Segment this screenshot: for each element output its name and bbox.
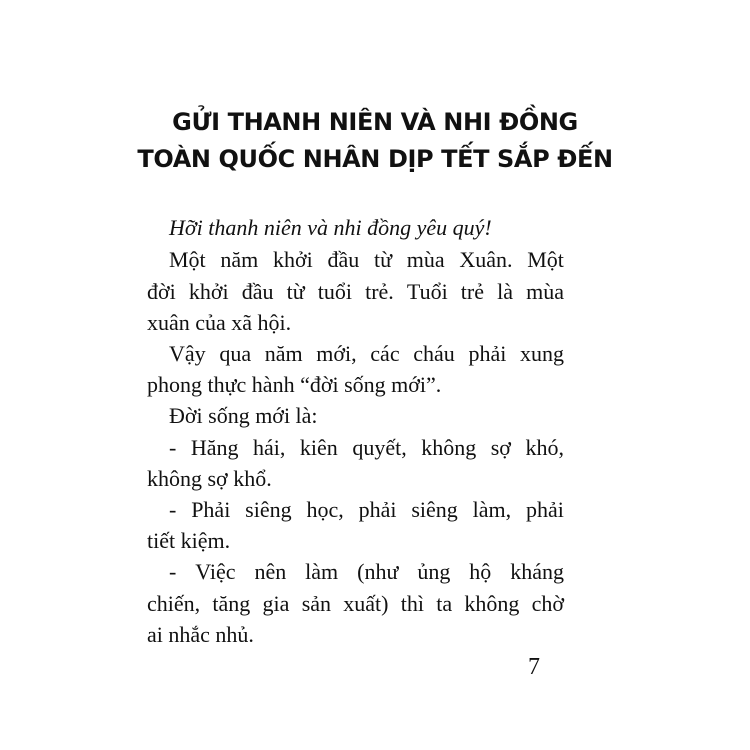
word: quyết, (352, 435, 407, 460)
word: từ (373, 247, 393, 272)
page-number: 7 (528, 654, 540, 680)
word: xuất) (343, 591, 389, 616)
paragraph-5-line-1 (147, 496, 564, 524)
word: - (169, 559, 177, 584)
word: Một (169, 247, 206, 272)
word: sợ (490, 435, 511, 460)
word: phải (526, 497, 564, 522)
paragraph-6-line-1 (147, 558, 564, 586)
word: đầu (327, 247, 360, 272)
word: gia (262, 591, 290, 616)
word: tuổi (317, 279, 352, 304)
word: đời (147, 279, 176, 304)
word: qua (219, 341, 252, 366)
word: ta (436, 591, 453, 616)
word: là (497, 279, 513, 304)
word: sản (301, 591, 332, 616)
paragraph-6-line-3: ai nhắc nhủ. (147, 622, 254, 647)
word: chờ (531, 591, 564, 616)
word: phải (468, 341, 507, 366)
word: nên (254, 559, 287, 584)
word: tăng (212, 591, 251, 616)
word: chiến, (147, 591, 201, 616)
word: xung (519, 341, 564, 366)
word: Vậy (169, 341, 206, 366)
word: cháu (413, 341, 455, 366)
greeting: Hỡi thanh niên và nhi đồng yêu quý! (169, 215, 492, 240)
word: năm (264, 341, 303, 366)
word: Việc (195, 559, 236, 584)
paragraph-4-line-2: không sợ khổ. (147, 466, 272, 491)
word: siêng (245, 497, 292, 522)
word: - (169, 497, 177, 522)
paragraph-1-line-1 (147, 246, 564, 274)
word: - (169, 435, 177, 460)
word: Một (527, 247, 564, 272)
word: mùa (526, 279, 564, 304)
word: ủng (417, 559, 451, 584)
word: kiên (299, 435, 338, 460)
title-line-1: GỬI THANH NIÊN VÀ NHI ĐỒNG (172, 108, 578, 136)
word: mùa (406, 247, 445, 272)
paragraph-4-line-1 (147, 434, 564, 462)
paragraph-6-line-2 (147, 590, 564, 618)
word: mới, (316, 341, 357, 366)
word: hộ (469, 559, 492, 584)
word: khởi (273, 247, 313, 272)
paragraph-3-line-1: Đời sống mới là: (169, 403, 318, 428)
word: năm (220, 247, 259, 272)
paragraph-1-line-2 (147, 278, 564, 306)
word: các (370, 341, 400, 366)
word: thì (400, 591, 424, 616)
title-line-2: TOÀN QUỐC NHÂN DỊP TẾT SẮP ĐẾN (137, 145, 613, 173)
paragraph-1-line-3: xuân của xã hội. (147, 310, 292, 335)
paragraph-2-line-1 (147, 340, 564, 368)
word: Xuân. (459, 247, 513, 272)
word: kháng (510, 559, 564, 584)
paragraph-5-line-2: tiết kiệm. (147, 528, 231, 553)
word: trẻ. (365, 279, 394, 304)
word: phải (358, 497, 397, 522)
word: hái, (253, 435, 286, 460)
word: siêng (411, 497, 458, 522)
word: (như (357, 559, 399, 584)
word: Hăng (190, 435, 239, 460)
word: Phải (191, 497, 231, 522)
word: đầu (241, 279, 274, 304)
word: từ (286, 279, 305, 304)
paragraph-2-line-2: phong thực hành “đời sống mới”. (147, 372, 442, 397)
word: trẻ (460, 279, 484, 304)
word: khởi (188, 279, 229, 304)
word: học, (306, 497, 344, 522)
word: khó, (525, 435, 564, 460)
word: không (464, 591, 520, 616)
word: làm (305, 559, 339, 584)
word: không (421, 435, 477, 460)
word: Tuổi (406, 279, 448, 304)
word: làm, (472, 497, 512, 522)
